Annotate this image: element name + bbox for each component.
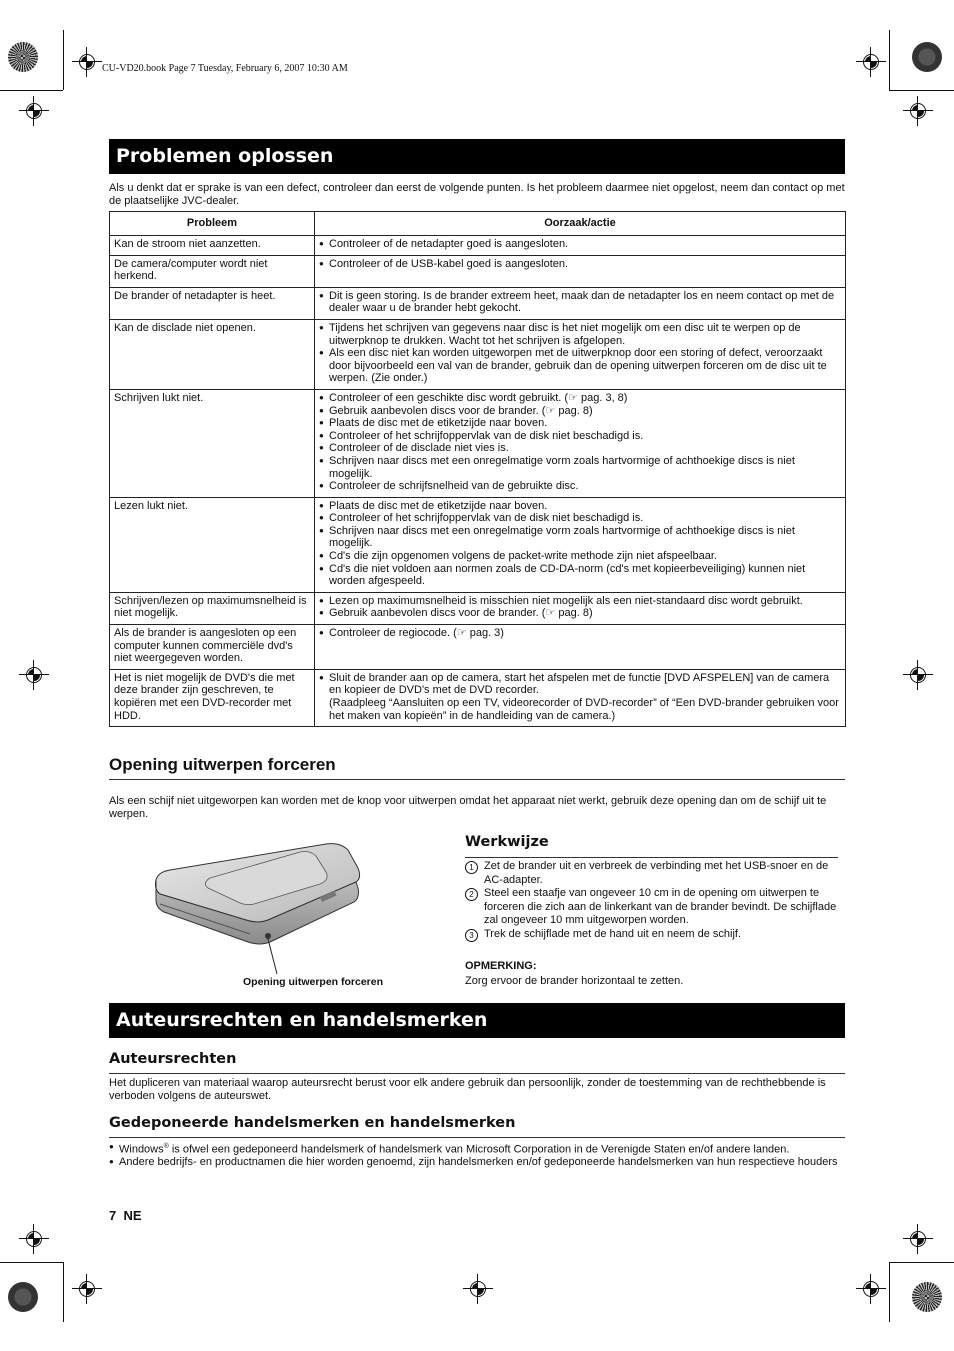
- table-row: [110, 592, 846, 624]
- problem-cell: Schrijven/lezen op maximumsnelheid is niet mogelijk.: [110, 592, 315, 624]
- step-number-icon: 3: [465, 929, 478, 942]
- action-list: [319, 392, 841, 493]
- list-item: ● Gebruik aanbevolen discs voor de brander. (☞ pag. 8): [319, 607, 841, 620]
- table-row: [110, 236, 846, 256]
- copyright-text: Het dupliceren van materiaal waarop auteursrecht berust voor elk andere gebruik dan persoonlijk, zonder de toestemming van de rechthebbende is verboden volgens de auteurswet.: [109, 1077, 826, 1102]
- list-item: ● Plaats de disc met de etiketzijde naar boven.: [319, 417, 841, 430]
- list-item: ● Controleer of de USB-kabel goed is aangesloten.: [319, 258, 841, 271]
- crosshair-icon: [72, 47, 102, 77]
- action-list: [319, 238, 841, 251]
- section-title-copyright: Auteursrechten en handelsmerken: [109, 1003, 845, 1038]
- subsection-title-trademarks: Gedeponeerde handelsmerken en handelsmerken: [109, 1115, 516, 1131]
- crosshair-icon: [856, 47, 886, 77]
- action-cell: [315, 319, 846, 389]
- list-item: ● Controleer of de netadapter goed is aangesloten.: [319, 238, 841, 251]
- problem-cell: Als de brander is aangesloten op een computer kunnen commerciële dvd's niet weergegeven worden.: [110, 625, 315, 670]
- list-item: ● Schrijven naar discs met een onregelmatige vorm zoals hartvormige of achthoekige discs is niet mogelijk.: [319, 525, 841, 550]
- procedure-step: [465, 928, 839, 942]
- list-item: ● Cd's die zijn opgenomen volgens de packet-write methode zijn niet afspeelbaar.: [319, 550, 841, 563]
- trademark-windows-word: Windows: [119, 1143, 164, 1156]
- trademark-windows-text: is ofwel een gedeponeerd handelsmerk of handelsmerk van Microsoft Corporation in de Verenigde Staten en/of andere landen.: [168, 1143, 790, 1156]
- list-item: ● Controleer of een geschikte disc wordt gebruikt. (☞ pag. 3, 8): [319, 392, 841, 405]
- table-row: [110, 389, 846, 497]
- action-cell: [315, 255, 846, 287]
- action-list: [319, 322, 841, 385]
- step-text: Zet de brander uit en verbreek de verbinding met het USB-snoer en de AC-adapter.: [484, 860, 829, 886]
- list-item: ● Cd's die niet voldoen aan normen zoals de CD-DA-norm (cd's met kopieerbeveiliging) kunnen niet worden afgespeeld.: [319, 563, 841, 588]
- crosshair-icon: [19, 96, 49, 126]
- troubleshooting-table: [109, 211, 846, 727]
- action-note: (Raadpleeg “Aansluiten op een TV, videorecorder of DVD-recorder” of “Een DVD-brander gebruiken voor het maken van kopieën” in de handleiding van de camera.): [329, 697, 839, 722]
- column-header-action: Oorzaak/actie: [315, 212, 846, 236]
- table-row: [110, 669, 846, 726]
- step-text: Steel een staafje van ongeveer 10 cm in de opening om uitwerpen te forceren die zich aan de linkerkant van de brander bevindt. De schijflade zal ongeveer 10 mm uitgeworpen worden.: [484, 887, 837, 926]
- crosshair-icon: [19, 1224, 49, 1254]
- crosshair-icon: [903, 660, 933, 690]
- list-item: ● Dit is geen storing. Is de brander extreem heet, maak dan de netadapter los en neem contact op met de dealer waar u de brander hebt gekocht.: [319, 290, 841, 315]
- note-title: OPMERKING:: [465, 960, 537, 972]
- divider: [109, 1137, 845, 1138]
- problem-cell: Lezen lukt niet.: [110, 497, 315, 592]
- action-cell: [315, 389, 846, 497]
- list-item: ● Gebruik aanbevolen discs voor de brander. (☞ pag. 8): [319, 405, 841, 418]
- crosshair-icon: [903, 1224, 933, 1254]
- procedure-steps: [465, 860, 839, 941]
- print-header: CU-VD20.book Page 7 Tuesday, February 6, 2007 10:30 AM: [102, 63, 348, 74]
- divider: [109, 779, 845, 780]
- disc-burner-illustration: [150, 838, 370, 978]
- action-list: [319, 500, 841, 588]
- registration-disc-icon: [8, 1282, 38, 1312]
- page-number: [109, 1208, 142, 1223]
- action-list: [319, 595, 841, 620]
- registration-disc-icon: [8, 42, 38, 72]
- divider: [465, 857, 838, 858]
- registration-disc-icon: [912, 1282, 942, 1312]
- figure-caption: Opening uitwerpen forceren: [243, 976, 384, 988]
- list-item: [109, 1141, 846, 1156]
- column-header-problem: Probleem: [110, 212, 315, 236]
- list-item: ● Tijdens het schrijven van gegevens naar disc is het niet mogelijk om een disc uit te werpen op de uitwerpknop te drukken. Wacht tot het schrijven is afgelopen.: [319, 322, 841, 347]
- action-cell: [315, 625, 846, 670]
- list-item: ● Plaats de disc met de etiketzijde naar boven.: [319, 500, 841, 513]
- trademark-list: [109, 1141, 846, 1169]
- list-item: ● Controleer de schrijfsnelheid van de gebruikte disc.: [319, 480, 841, 493]
- table-row: [110, 319, 846, 389]
- registered-mark: ®: [163, 1143, 169, 1150]
- list-item: ● Schrijven naar discs met een onregelmatige vorm zoals hartvormige of achthoekige discs is niet mogelijk.: [319, 455, 841, 480]
- problem-cell: Kan de stroom niet aanzetten.: [110, 236, 315, 256]
- problem-cell: De camera/computer wordt niet herkend.: [110, 255, 315, 287]
- action-list: [319, 290, 841, 315]
- list-item: ● Als een disc niet kan worden uitgeworpen met de uitwerpknop door een storing of defect, veroorzaakt door bijvoorbeeld een val van de brander, gebruik dan de opening uitwerpen forceren om de disc uit te werpen. (Zie onder.): [319, 347, 841, 385]
- table-header-row: [110, 212, 846, 236]
- crosshair-icon: [463, 1274, 493, 1304]
- action-cell: [315, 287, 846, 319]
- table-row: [110, 497, 846, 592]
- action-list: [319, 627, 841, 640]
- problem-cell: Kan de disclade niet openen.: [110, 319, 315, 389]
- action-list: [319, 258, 841, 271]
- list-item: ● Controleer of de disclade niet vies is.: [319, 442, 841, 455]
- table-row: [110, 625, 846, 670]
- list-item: ● Controleer de regiocode. (☞ pag. 3): [319, 627, 841, 640]
- action-cell: [315, 669, 846, 726]
- list-item: ● Controleer of het schrijfoppervlak van de disk niet beschadigd is.: [319, 512, 841, 525]
- registration-disc-icon: [912, 42, 942, 72]
- list-item: ● Sluit de brander aan op de camera, start het afspelen met de functie [DVD AFSPELEN] van de camera en kopieer de DVD's met de DVD recorder.: [319, 672, 841, 697]
- note-text: Zorg ervoor de brander horizontaal te zetten.: [465, 975, 684, 987]
- table-row: [110, 287, 846, 319]
- list-item: ● Lezen op maximumsnelheid is misschien niet mogelijk als een niet-standaard disc wordt gebruikt.: [319, 595, 841, 608]
- procedure-step: [465, 887, 839, 928]
- crosshair-icon: [903, 96, 933, 126]
- step-text: Trek de schijflade met de hand uit en neem de schijf.: [484, 927, 742, 940]
- subsection-title-copyright: Auteursrechten: [109, 1051, 237, 1067]
- problem-cell: Het is niet mogelijk de DVD's die met deze brander zijn geschreven, te kopiëren met een DVD-recorder met HDD.: [110, 669, 315, 726]
- step-number-icon: 1: [465, 861, 478, 874]
- section-title-troubleshooting: Problemen oplossen: [109, 139, 845, 174]
- procedure-title: Werkwijze: [465, 834, 549, 850]
- page-number-value: 7: [109, 1208, 117, 1223]
- troubleshooting-intro: Als u denkt dat er sprake is van een defect, controleer dan eerst de volgende punten. Is het probleem daarmee niet opgelost, neem dan contact op met de plaatselijke JVC-dealer.: [109, 182, 845, 207]
- action-cell: [315, 497, 846, 592]
- table-row: [110, 255, 846, 287]
- action-cell: [315, 236, 846, 256]
- problem-cell: De brander of netadapter is heet.: [110, 287, 315, 319]
- list-item: ● Andere bedrijfs- en productnamen die hier worden genoemd, zijn handelsmerken en/of gedeponeerde handelsmerken van hun respectieve houders: [109, 1156, 846, 1169]
- crosshair-icon: [856, 1274, 886, 1304]
- step-number-icon: 2: [465, 888, 478, 901]
- problem-cell: Schrijven lukt niet.: [110, 389, 315, 497]
- page-language: NE: [123, 1208, 142, 1223]
- action-cell: [315, 592, 846, 624]
- force-eject-intro: Als een schijf niet uitgeworpen kan worden met de knop voor uitwerpen omdat het apparaat niet werkt, gebruik deze opening dan om de schijf uit te werpen.: [109, 795, 827, 820]
- crosshair-icon: [19, 660, 49, 690]
- crosshair-icon: [72, 1274, 102, 1304]
- list-item: ● Controleer of het schrijfoppervlak van de disk niet beschadigd is.: [319, 430, 841, 443]
- action-list: [319, 672, 841, 697]
- divider: [109, 1073, 845, 1074]
- section-title-force-eject: Opening uitwerpen forceren: [109, 755, 336, 774]
- procedure-step: [465, 860, 839, 887]
